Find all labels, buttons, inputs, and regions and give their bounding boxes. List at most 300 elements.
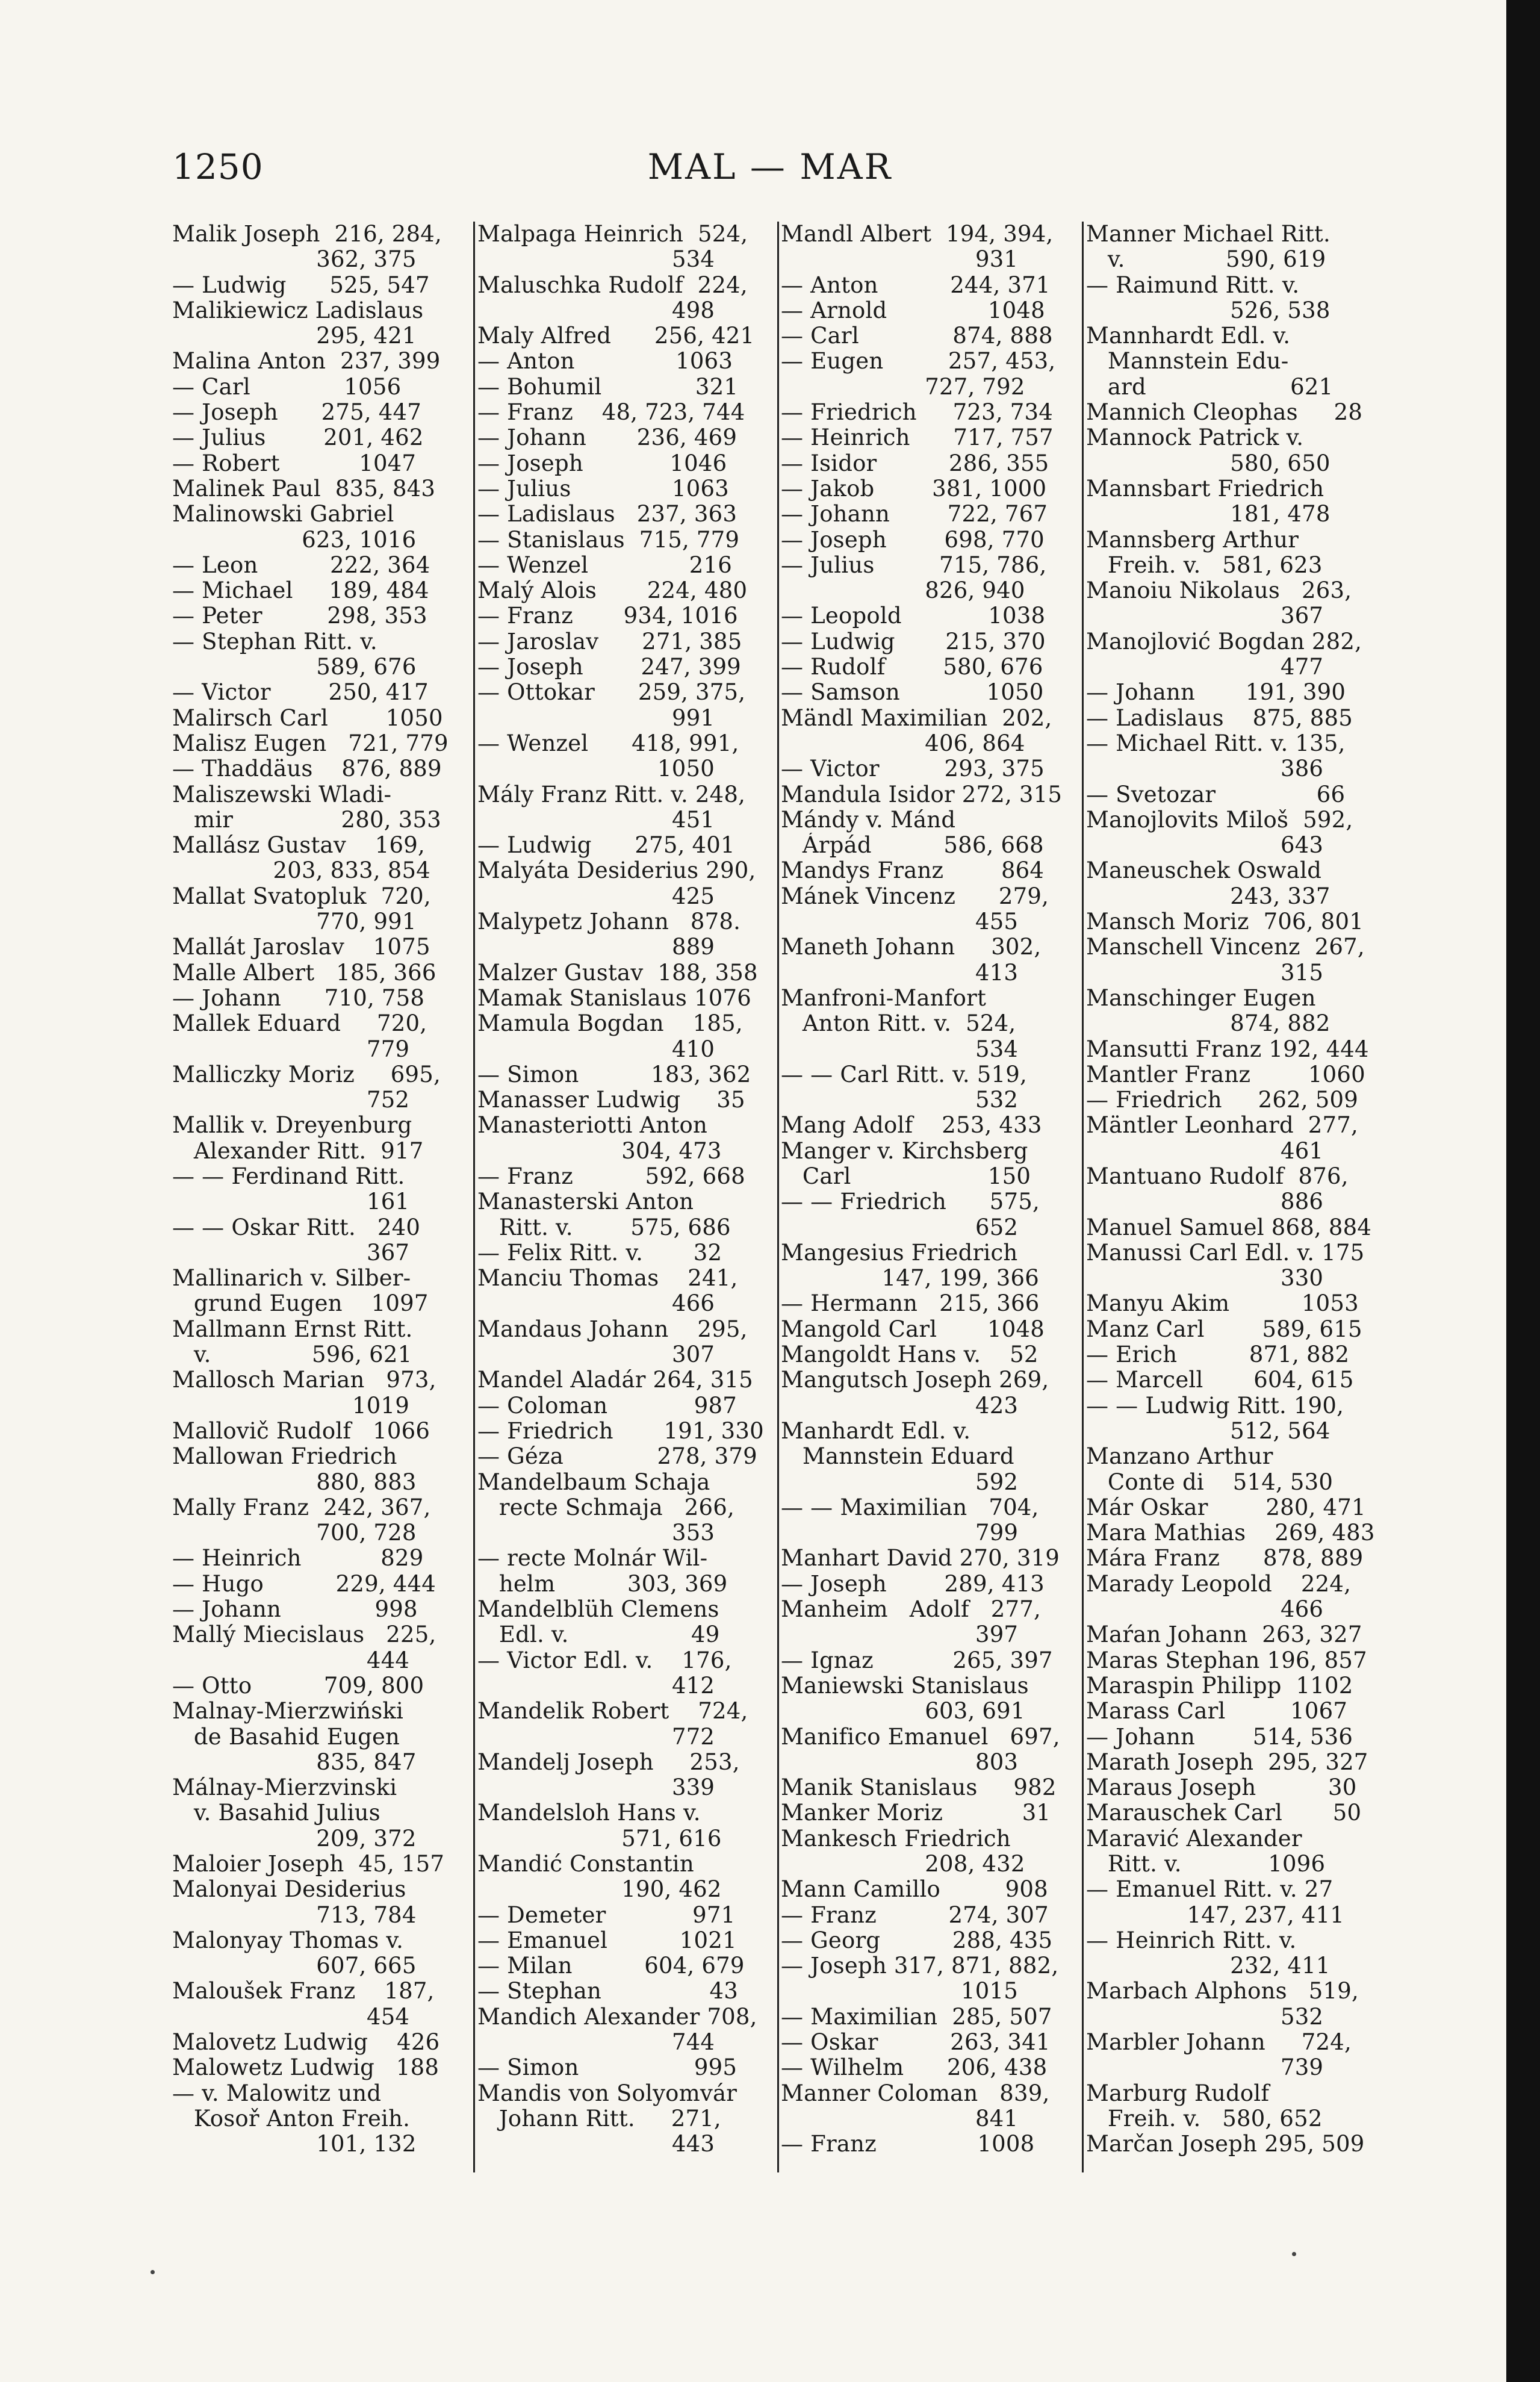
index-entry-line: Manschell Vincenz 267,	[1086, 934, 1365, 960]
index-entry-line: 451	[477, 807, 715, 833]
index-entry-line: 532	[1086, 2004, 1324, 2030]
index-entry-line: Mannsbart Friedrich	[1086, 476, 1324, 502]
index-entry-line: Mangoldt Hans v. 52	[781, 1342, 1039, 1368]
index-entry-line: Freih. v. 581, 623	[1086, 552, 1323, 578]
index-entry-line: 190, 462	[477, 1877, 722, 1903]
index-entry-line: Mallik v. Dreyenburg	[172, 1113, 412, 1139]
index-entry-line: Maly Alfred 256, 421	[477, 323, 755, 349]
index-entry-line: — Stephan 43	[477, 1979, 738, 2004]
column-divider	[1082, 222, 1084, 2172]
index-entry-line: — Franz 1008	[781, 2132, 1035, 2157]
index-entry-line: — Emanuel Ritt. v. 27	[1086, 1877, 1334, 1903]
index-entry-line: 203, 833, 854	[172, 858, 430, 884]
index-entry-line: Marady Leopold 224,	[1086, 1571, 1352, 1597]
index-entry-line: 571, 616	[477, 1826, 722, 1852]
index-entry-line: 889	[477, 934, 715, 960]
index-entry-line: 208, 432	[781, 1852, 1025, 1877]
index-entry-line: Mally Franz 242, 367,	[172, 1494, 431, 1520]
index-entry-line: Malzer Gustav 188, 358	[477, 960, 758, 986]
index-entry-line: Malypetz Johann 878.	[477, 909, 741, 935]
index-entry-line: — Ludwig 215, 370	[781, 629, 1046, 655]
index-entry-line: Mannock Patrick v.	[1086, 425, 1304, 451]
index-entry-line: v. Basahid Julius	[172, 1800, 380, 1826]
index-entry-line: 339	[477, 1775, 715, 1801]
index-entry-line: — — Oskar Ritt. 240	[172, 1214, 421, 1240]
index-entry-line: — Rudolf 580, 676	[781, 655, 1043, 680]
index-entry-line: Mára Franz 878, 889	[1086, 1546, 1364, 1572]
index-entry-line: Mandaus Johann 295,	[477, 1316, 748, 1342]
index-entry-line: Manciu Thomas 241,	[477, 1266, 738, 1292]
index-entry-line: 425	[477, 883, 715, 909]
index-entry-line: Mannsberg Arthur	[1086, 527, 1299, 553]
index-entry-line: Manoiu Nikolaus 263,	[1086, 578, 1352, 604]
index-entry-line: — Franz 48, 723, 744	[477, 400, 745, 426]
index-entry-line: Mantuano Rudolf 876,	[1086, 1163, 1349, 1189]
index-entry-line: 232, 411	[1086, 1953, 1330, 1979]
index-entry-line: Conte di 514, 530	[1086, 1469, 1334, 1495]
index-entry-line: — Joseph 317, 871, 882,	[781, 1953, 1059, 1979]
index-entry-line: 727, 792	[781, 374, 1025, 400]
index-entry-line: Ritt. v. 1096	[1086, 1852, 1326, 1877]
index-entry-line: 362, 375	[172, 247, 417, 273]
index-entry-line: Mandelj Joseph 253,	[477, 1749, 740, 1775]
index-entry-line: Malirsch Carl 1050	[172, 705, 443, 731]
index-entry-line: Maluschka Rudolf 224,	[477, 272, 748, 298]
index-entry-line: Mallász Gustav 169,	[172, 833, 425, 859]
index-entry-line: — Wilhelm 206, 438	[781, 2055, 1048, 2081]
index-entry-line: Maneth Johann 302,	[781, 934, 1042, 960]
index-entry-line: Manasteriotti Anton	[477, 1113, 708, 1139]
index-entry-line: Manik Stanislaus 982	[781, 1775, 1057, 1801]
index-entry-line: — Peter 298, 353	[172, 603, 427, 629]
index-entry-line: 874, 882	[1086, 1011, 1330, 1037]
index-entry-line: Árpád 586, 668	[781, 833, 1044, 859]
index-entry-line: Manussi Carl Edl. v. 175	[1086, 1240, 1365, 1266]
index-column-3	[781, 222, 1078, 2172]
index-entry-line: 713, 784	[172, 1902, 417, 1928]
index-entry-line: — Victor 293, 375	[781, 756, 1045, 782]
index-entry-line: 423	[781, 1393, 1019, 1419]
index-entry-line: — Robert 1047	[172, 450, 417, 476]
index-entry-line: 386	[1086, 756, 1324, 782]
index-entry-line: 592	[781, 1469, 1019, 1495]
index-entry-line: 304, 473	[477, 1138, 722, 1164]
index-entry-line: — Julius 201, 462	[172, 425, 424, 451]
index-entry-line: Mály Franz Ritt. v. 248,	[477, 782, 746, 807]
index-entry-line: — Oskar 263, 341	[781, 2030, 1051, 2056]
index-entry-line: — Otto 709, 800	[172, 1673, 424, 1699]
index-entry-line: — Heinrich Ritt. v.	[1086, 1927, 1297, 1953]
index-entry-line: — Friedrich 191, 330	[477, 1418, 764, 1444]
index-entry-line: — — Maximilian 704,	[781, 1494, 1039, 1520]
index-entry-line: 603, 691	[781, 1699, 1025, 1724]
index-entry-line: — Coloman 987	[477, 1393, 737, 1419]
index-entry-line: Mallinarich v. Silber-	[172, 1266, 411, 1292]
index-entry-line: Marbler Johann 724,	[1086, 2030, 1352, 2056]
index-entry-line: — Wenzel 418, 991,	[477, 730, 739, 756]
index-entry-line: Maneuschek Oswald	[1086, 858, 1322, 884]
index-entry-line: — v. Malowitz und	[172, 2080, 382, 2106]
index-entry-line: Marass Carl 1067	[1086, 1699, 1348, 1724]
index-entry-line: — Arnold 1048	[781, 297, 1045, 323]
index-entry-line: 1015	[781, 1979, 1018, 2004]
index-column-1	[172, 222, 466, 2172]
index-entry-line: — Maximilian 285, 507	[781, 2004, 1052, 2030]
index-entry-line: Mandić Constantin	[477, 1852, 694, 1877]
index-entry-line: 454	[172, 2004, 410, 2030]
index-entry-line: 315	[1086, 960, 1324, 986]
index-entry-line: — Géza 278, 379	[477, 1444, 757, 1470]
index-entry-line: Mandula Isidor 272, 315	[781, 782, 1063, 807]
index-entry-line: Mandelik Robert 724,	[477, 1699, 748, 1724]
index-entry-line: — Michael Ritt. v. 135,	[1086, 730, 1346, 756]
index-entry-line: Marath Joseph 295, 327	[1086, 1749, 1368, 1775]
index-entry-line: — Joseph 698, 770	[781, 527, 1045, 553]
index-entry-line: — Samson 1050	[781, 680, 1044, 706]
index-entry-line: — Eugen 257, 453,	[781, 349, 1056, 375]
index-entry-line: 147, 237, 411	[1086, 1902, 1344, 1928]
index-entry-line: — Hermann 215, 366	[781, 1291, 1040, 1317]
index-entry-line: Maloušek Franz 187,	[172, 1979, 435, 2004]
index-entry-line: 444	[172, 1647, 410, 1673]
index-entry-line: 512, 564	[1086, 1418, 1330, 1444]
index-entry-line: Malonyay Thomas v.	[172, 1927, 404, 1953]
index-entry-line: — Ludwig 275, 401	[477, 833, 735, 859]
index-entry-line: Maravić Alexander	[1086, 1826, 1302, 1852]
index-entry-line: 406, 864	[781, 730, 1025, 756]
index-entry-line: — Franz 934, 1016	[477, 603, 738, 629]
index-entry-line: Malina Anton 237, 399	[172, 349, 441, 375]
index-entry-line: Malnay-Mierzwiński	[172, 1699, 404, 1724]
index-entry-line: Marčan Joseph 295, 509	[1086, 2132, 1365, 2157]
running-head: MAL — MAR	[647, 146, 893, 187]
index-entry-line: 367	[172, 1240, 410, 1266]
index-entry-line: Mankesch Friedrich	[781, 1826, 1011, 1852]
index-entry-line: Manasterski Anton	[477, 1189, 694, 1215]
index-entry-line: 443	[477, 2132, 715, 2157]
index-entry-line: — Joseph 289, 413	[781, 1571, 1045, 1597]
index-entry-line: 181, 478	[1086, 502, 1330, 527]
index-entry-line: Malisz Eugen 721, 779	[172, 730, 449, 756]
index-entry-line: Mallát Jaroslav 1075	[172, 934, 430, 960]
index-entry-line: — Stanislaus 715, 779	[477, 527, 740, 553]
index-entry-line: — Hugo 229, 444	[172, 1571, 436, 1597]
index-entry-line: — Leon 222, 364	[172, 552, 430, 578]
index-entry-line: Mara Mathias 269, 483	[1086, 1520, 1375, 1546]
index-entry-line: 799	[781, 1520, 1019, 1546]
index-entry-line: 466	[1086, 1597, 1324, 1623]
index-entry-line: — Michael 189, 484	[172, 578, 429, 604]
index-entry-line: — Milan 604, 679	[477, 1953, 745, 1979]
index-entry-line: Malovetz Ludwig 426	[172, 2030, 440, 2056]
index-entry-line: — Felix Ritt. v. 32	[477, 1240, 722, 1266]
index-entry-line: Manheim Adolf 277,	[781, 1597, 1041, 1623]
index-entry-line: Johann Ritt. 271,	[477, 2106, 721, 2132]
index-entry-line: 243, 337	[1086, 883, 1330, 909]
index-entry-line: 643	[1086, 833, 1324, 859]
index-entry-line: Málnay-Mierzvinski	[172, 1775, 397, 1801]
index-entry-line: 412	[477, 1673, 715, 1699]
index-entry-line: 147, 199, 366	[781, 1266, 1039, 1292]
index-entry-line: — Wenzel 216	[477, 552, 733, 578]
index-entry-line: 477	[1086, 655, 1324, 680]
index-entry-line: — — Carl Ritt. v. 519,	[781, 1062, 1027, 1087]
index-entry-line: Mansch Moriz 706, 801	[1086, 909, 1364, 935]
index-entry-line: Maras Stephan 196, 857	[1086, 1647, 1367, 1673]
index-entry-line: Manasser Ludwig 35	[477, 1087, 745, 1113]
index-entry-line: — Carl 1056	[172, 374, 402, 400]
index-entry-line: — Ladislaus 875, 885	[1086, 705, 1353, 731]
index-entry-line: — Joseph 247, 399	[477, 655, 741, 680]
index-entry-line: 498	[477, 297, 715, 323]
index-entry-line: Mangesius Friedrich	[781, 1240, 1018, 1266]
index-entry-line: Marauschek Carl 50	[1086, 1800, 1362, 1826]
index-entry-line: — Georg 288, 435	[781, 1927, 1053, 1953]
index-entry-line: Malle Albert 185, 366	[172, 960, 436, 986]
index-entry-line: — Simon 995	[477, 2055, 737, 2081]
index-entry-line: — — Ferdinand Ritt.	[172, 1163, 405, 1189]
index-entry-line: — Ludwig 525, 547	[172, 272, 430, 298]
index-entry-line: 841	[781, 2106, 1019, 2132]
index-entry-line: 744	[477, 2030, 715, 2056]
index-entry-line: 752	[172, 1087, 410, 1113]
index-entry-line: — Marcell 604, 615	[1086, 1367, 1354, 1393]
index-entry-line: — Johann 514, 536	[1086, 1724, 1353, 1750]
index-entry-line: Mallosch Marian 973,	[172, 1367, 436, 1393]
index-entry-line: — Erich 871, 882	[1086, 1342, 1350, 1368]
index-entry-line: — recte Molnár Wil-	[477, 1546, 708, 1572]
index-entry-line: — — Ludwig Ritt. 190,	[1086, 1393, 1344, 1419]
index-entry-line: 397	[781, 1622, 1019, 1648]
index-entry-line: Mäntler Leonhard 277,	[1086, 1113, 1358, 1139]
index-entry-line: Mallmann Ernst Ritt.	[172, 1316, 413, 1342]
index-entry-line: Malik Joseph 216, 284,	[172, 222, 442, 247]
index-entry-line: — Victor 250, 417	[172, 680, 429, 706]
column-divider	[777, 222, 779, 2172]
index-entry-line: 991	[477, 705, 715, 731]
index-entry-line: recte Schmaja 266,	[477, 1494, 734, 1520]
index-entry-line: 739	[1086, 2055, 1324, 2081]
index-entry-line: — Emanuel 1021	[477, 1927, 737, 1953]
index-entry-line: Maraus Joseph 30	[1086, 1775, 1357, 1801]
index-entry-line: 589, 676	[172, 655, 417, 680]
index-entry-line: Kosoř Anton Freih.	[172, 2106, 411, 2132]
index-entry-line: Mamak Stanislaus 1076	[477, 985, 752, 1011]
index-entry-line: Mandl Albert 194, 394,	[781, 222, 1054, 247]
index-entry-line: — Ottokar 259, 375,	[477, 680, 746, 706]
column-divider	[473, 222, 475, 2172]
index-entry-line: — Friedrich 723, 734	[781, 400, 1053, 426]
index-entry-line: Mannhardt Edl. v.	[1086, 323, 1291, 349]
index-entry-line: 770, 991	[172, 909, 417, 935]
index-entry-line: Mandich Alexander 708,	[477, 2004, 757, 2030]
index-entry-line: Anton Ritt. v. 524,	[781, 1011, 1016, 1037]
index-entry-line: Mándy v. Mánd	[781, 807, 956, 833]
index-entry-line: Edl. v. 49	[477, 1622, 720, 1648]
index-entry-line: helm 303, 369	[477, 1571, 728, 1597]
index-entry-line: Mang Adolf 253, 433	[781, 1113, 1042, 1139]
index-entry-line: — Thaddäus 876, 889	[172, 756, 442, 782]
index-entry-line: Manner Michael Ritt.	[1086, 222, 1330, 247]
index-entry-line: Mannich Cleophas 28	[1086, 400, 1363, 426]
index-entry-line: 461	[1086, 1138, 1324, 1164]
index-entry-line: Manker Moriz 31	[781, 1800, 1051, 1826]
index-entry-line: Manifico Emanuel 697,	[781, 1724, 1060, 1750]
index-columns	[172, 222, 1376, 2172]
index-entry-line: Mallowan Friedrich	[172, 1444, 397, 1470]
index-entry-line: Malpaga Heinrich 524,	[477, 222, 748, 247]
index-entry-line: — Johann 722, 767	[781, 502, 1048, 527]
index-entry-line: 534	[781, 1036, 1019, 1062]
index-entry-line: Manuel Samuel 868, 884	[1086, 1214, 1372, 1240]
index-entry-line: — Julius 715, 786,	[781, 552, 1047, 578]
index-entry-line: 295, 421	[172, 323, 417, 349]
index-entry-line: 455	[781, 909, 1019, 935]
index-entry-line: Mansutti Franz 192, 444	[1086, 1036, 1369, 1062]
index-entry-line: Mandis von Solyomvár	[477, 2080, 737, 2106]
index-entry-line: — Victor Edl. v. 176,	[477, 1647, 732, 1673]
index-entry-line: — Joseph 1046	[477, 450, 727, 476]
index-entry-line: Mandelsloh Hans v.	[477, 1800, 701, 1826]
index-entry-line: — Heinrich 717, 757	[781, 425, 1054, 451]
index-entry-line: Maraspin Philipp 1102	[1086, 1673, 1353, 1699]
index-entry-line: grund Eugen 1097	[172, 1291, 429, 1317]
index-entry-line: Manger v. Kirchsberg	[781, 1138, 1028, 1164]
index-entry-line: Mallý Miecislaus 225,	[172, 1622, 436, 1648]
index-entry-line: — Johann 236, 469	[477, 425, 737, 451]
index-entry-line: — Stephan Ritt. v.	[172, 629, 377, 655]
index-entry-line: 1050	[477, 756, 715, 782]
index-entry-line: — Demeter 971	[477, 1902, 736, 1928]
index-entry-line: Már Oskar 280, 471	[1086, 1494, 1366, 1520]
index-entry-line: Malý Alois 224, 480	[477, 578, 748, 604]
index-entry-line: — Franz 592, 668	[477, 1163, 745, 1189]
index-entry-line: 534	[477, 247, 715, 273]
index-entry-line: 623, 1016	[172, 527, 417, 553]
index-entry-line: — Heinrich 829	[172, 1546, 424, 1572]
index-entry-line: 410	[477, 1036, 715, 1062]
index-entry-line: — Raimund Ritt. v.	[1086, 272, 1300, 298]
index-entry-line: 931	[781, 247, 1019, 273]
index-entry-line: Ritt. v. 575, 686	[477, 1214, 731, 1240]
index-entry-line: Mandelblüh Clemens	[477, 1597, 719, 1623]
index-entry-line: — Joseph 275, 447	[172, 400, 422, 426]
index-column-4	[1086, 222, 1376, 2172]
index-entry-line: Marburg Rudolf	[1086, 2080, 1270, 2106]
index-entry-line: v. 590, 619	[1086, 247, 1326, 273]
index-entry-line: — Ladislaus 237, 363	[477, 502, 737, 527]
index-entry-line: — Anton 1063	[477, 349, 733, 375]
scan-speck	[151, 2270, 155, 2274]
index-entry-line: Mannstein Edu-	[1086, 349, 1289, 375]
index-entry-line: — Isidor 286, 355	[781, 450, 1049, 476]
index-entry-line: — — Friedrich 575,	[781, 1189, 1040, 1215]
index-entry-line: Manner Coloman 839,	[781, 2080, 1050, 2106]
index-entry-line: Malinowski Gabriel	[172, 502, 394, 527]
index-entry-line: Carl 150	[781, 1163, 1031, 1189]
index-entry-line: Manhart David 270, 319	[781, 1546, 1060, 1572]
index-entry-line: — Johann 710, 758	[172, 985, 425, 1011]
index-entry-line: Malikiewicz Ladislaus	[172, 297, 424, 323]
index-entry-line: 779	[172, 1036, 410, 1062]
index-entry-line: 367	[1086, 603, 1324, 629]
index-entry-line: — Johann 998	[172, 1597, 418, 1623]
index-entry-line: Mallat Svatopluk 720,	[172, 883, 431, 909]
index-entry-line: mir 280, 353	[172, 807, 441, 833]
page-number: 1250	[172, 146, 264, 187]
index-entry-line: Manojlovits Miloš 592,	[1086, 807, 1353, 833]
index-entry-line: 330	[1086, 1266, 1324, 1292]
index-entry-line: Mannstein Eduard	[781, 1444, 1014, 1470]
index-entry-line: Mánek Vincenz 279,	[781, 883, 1049, 909]
index-entry-line: Manyu Akim 1053	[1086, 1291, 1359, 1317]
index-entry-line: — Simon 183, 362	[477, 1062, 751, 1087]
index-entry-line: 880, 883	[172, 1469, 417, 1495]
index-entry-line: — Ignaz 265, 397	[781, 1647, 1053, 1673]
index-entry-line: Mamula Bogdan 185,	[477, 1011, 743, 1037]
index-entry-line: Mallovič Rudolf 1066	[172, 1418, 430, 1444]
index-entry-line: — Leopold 1038	[781, 603, 1046, 629]
index-entry-line: — Carl 874, 888	[781, 323, 1053, 349]
index-entry-line: 466	[477, 1291, 715, 1317]
index-entry-line: 101, 132	[172, 2132, 417, 2157]
index-entry-line: Maŕan Johann 263, 327	[1086, 1622, 1362, 1648]
index-entry-line: Mann Camillo 908	[781, 1877, 1048, 1903]
index-entry-line: 209, 372	[172, 1826, 417, 1852]
index-entry-line: Malliczky Moriz 695,	[172, 1062, 441, 1087]
index-entry-line: Manzano Arthur	[1086, 1444, 1273, 1470]
index-entry-line: — Friedrich 262, 509	[1086, 1087, 1358, 1113]
index-entry-line: Maliszewski Wladi-	[172, 782, 392, 807]
index-entry-line: 1019	[172, 1393, 409, 1419]
index-entry-line: 700, 728	[172, 1520, 417, 1546]
index-entry-line: — Bohumil 321	[477, 374, 739, 400]
index-entry-line: — Svetozar 66	[1086, 782, 1346, 807]
index-entry-line: Manhardt Edl. v.	[781, 1418, 971, 1444]
index-entry-line: 886	[1086, 1189, 1324, 1215]
index-entry-line: 413	[781, 960, 1019, 986]
index-entry-line: 307	[477, 1342, 715, 1368]
index-entry-line: Mallek Eduard 720,	[172, 1011, 427, 1037]
index-entry-line: Malyáta Desiderius 290,	[477, 858, 756, 884]
index-entry-line: — Anton 244, 371	[781, 272, 1051, 298]
index-entry-line: Mangold Carl 1048	[781, 1316, 1045, 1342]
index-entry-line: 826, 940	[781, 578, 1025, 604]
index-entry-line: Mandys Franz 864	[781, 858, 1045, 884]
index-entry-line: — Franz 274, 307	[781, 1902, 1049, 1928]
index-entry-line: — Jaroslav 271, 385	[477, 629, 742, 655]
index-entry-line: — Johann 191, 390	[1086, 680, 1346, 706]
index-entry-line: de Basahid Eugen	[172, 1724, 400, 1750]
index-entry-line: — Jakob 381, 1000	[781, 476, 1047, 502]
index-entry-line: 532	[781, 1087, 1019, 1113]
index-entry-line: 607, 665	[172, 1953, 417, 1979]
index-entry-line: Mantler Franz 1060	[1086, 1062, 1365, 1087]
index-entry-line: Malinek Paul 835, 843	[172, 476, 436, 502]
index-entry-line: Manojlović Bogdan 282,	[1086, 629, 1362, 655]
index-entry-line: 803	[781, 1749, 1019, 1775]
index-entry-line: 580, 650	[1086, 450, 1330, 476]
index-entry-line: Manz Carl 589, 615	[1086, 1316, 1362, 1342]
index-entry-line: 526, 538	[1086, 297, 1330, 323]
index-entry-line: Mangutsch Joseph 269,	[781, 1367, 1049, 1393]
index-entry-line: Manfroni-Manfort	[781, 985, 987, 1011]
index-column-2	[477, 222, 772, 2172]
scan-edge-strip	[1506, 0, 1540, 2382]
index-entry-line: Manschinger Eugen	[1086, 985, 1316, 1011]
index-entry-line: Malowetz Ludwig 188	[172, 2055, 439, 2081]
index-entry-line: 835, 847	[172, 1749, 417, 1775]
